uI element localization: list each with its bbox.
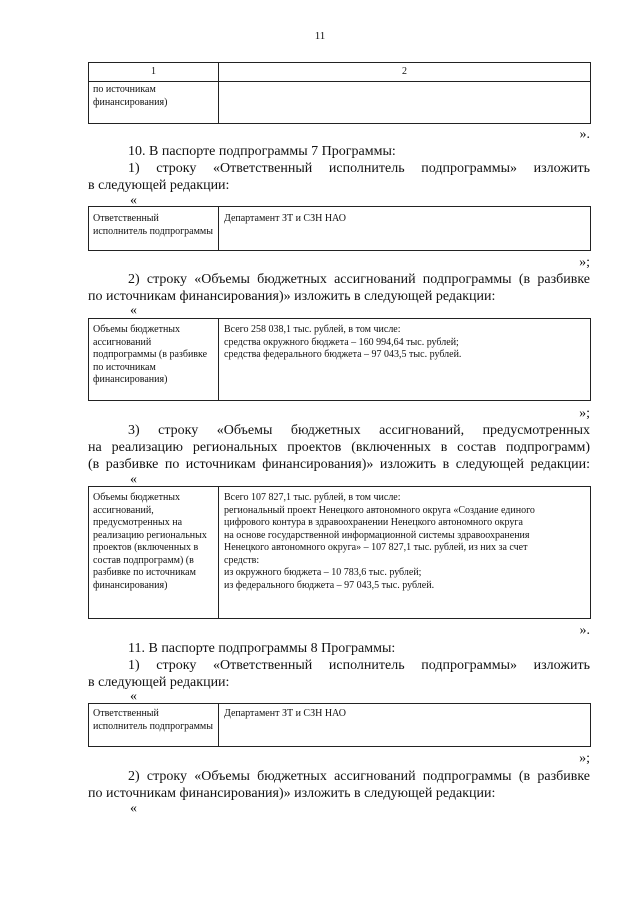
section10-item3-line3: (в разбивке по источникам финансирования)» изложить в следующей редакции: xyxy=(88,457,590,472)
section10-item1-table xyxy=(88,206,591,251)
section10-item2-line1: 2) строку «Объемы бюджетных ассигнований подпрограммы (в разбивке xyxy=(128,272,590,287)
section10-item3-line1: 3) строку «Объемы бюджетных ассигнований, предусмотренных xyxy=(128,423,590,438)
section11-item1-open-quote: « xyxy=(130,689,137,704)
section10-item2-value-line: Всего 258 038,1 тыс. рублей, в том числе: xyxy=(224,324,401,335)
section10-item2-line2: по источникам финансирования)» изложить в следующей редакции: xyxy=(88,289,496,304)
section11-item1-close: »; xyxy=(579,751,590,766)
section10-item1-value: Департамент ЗТ и СЗН НАО xyxy=(224,213,346,224)
section10-item1-line1: 1) строку «Ответственный исполнитель подпрограммы» изложить xyxy=(128,161,590,176)
section11-item2-open-quote: « xyxy=(130,801,137,816)
top-table-closing: ». xyxy=(579,127,590,142)
top-table-header-1: 1 xyxy=(89,63,218,82)
section10-item3-value-line: средств: xyxy=(224,554,260,566)
section10-item1-close: »; xyxy=(579,255,590,270)
section10-item3-open-quote: « xyxy=(130,472,137,487)
top-table-col1 xyxy=(89,63,219,123)
page-number: 11 xyxy=(314,30,326,42)
section10-item1-open-quote: « xyxy=(130,193,137,208)
section10-item2-value-line: средства окружного бюджета – 160 994,64 тыс. рублей; xyxy=(224,336,459,348)
section10-item3-label: Объемы бюджетных ассигнований, предусмотренных на реализацию региональных проектов (включенных в состав подпрограмм) (в разбивке по источникам финансирования) xyxy=(89,487,219,618)
section11-item2-line2: по источникам финансирования)» изложить в следующей редакции: xyxy=(88,786,496,801)
section10-item2-open-quote: « xyxy=(130,303,137,318)
top-table-col2 xyxy=(219,63,590,123)
section11-item1-line1: 1) строку «Ответственный исполнитель подпрограммы» изложить xyxy=(128,658,590,673)
section10-item3-line2: на реализацию региональных проектов (включенных в состав подпрограмм) xyxy=(88,440,590,455)
section10-item3-close: ». xyxy=(579,623,590,638)
section10-item3-value-line: из федерального бюджета – 97 043,5 тыс. рублей. xyxy=(224,579,435,591)
section10-item3-value-line: из окружного бюджета – 10 783,6 тыс. рублей; xyxy=(224,567,422,578)
section11-item2-line1: 2) строку «Объемы бюджетных ассигнований подпрограммы (в разбивке xyxy=(128,769,590,784)
section10-item3-value-line: Ненецкого автономного округа» – 107 827,1 тыс. рублей, из них за счет xyxy=(224,542,528,553)
section10-heading: 10. В паспорте подпрограммы 7 Программы: xyxy=(128,144,396,159)
section11-heading: 11. В паспорте подпрограммы 8 Программы: xyxy=(128,641,396,656)
section10-item3-value xyxy=(219,487,590,618)
top-table-row-label: по источникам финансирования) xyxy=(93,84,168,108)
section10-item3-table xyxy=(88,486,591,619)
section11-item1-label: Ответственный исполнитель подпрограммы xyxy=(89,704,219,746)
section10-item3-value-line: региональный проект Ненецкого автономного округа «Создание единого xyxy=(224,504,535,516)
top-table-header-2: 2 xyxy=(219,63,590,82)
section10-item2-value xyxy=(219,319,590,400)
top-table xyxy=(88,62,591,124)
section10-item3-value-line: цифрового контура в здравоохранении Ненецкого автономного округа xyxy=(224,517,523,528)
top-table-row-value xyxy=(219,82,590,86)
section10-item2-label: Объемы бюджетных ассигнований подпрограммы (в разбивке по источникам финансирования) xyxy=(89,319,219,400)
section10-item1-label: Ответственный исполнитель подпрограммы xyxy=(89,207,219,250)
section10-item1-line2: в следующей редакции: xyxy=(88,178,230,193)
section10-item2-table xyxy=(88,318,591,401)
section10-item2-value-line: средства федерального бюджета – 97 043,5 тыс. рублей. xyxy=(224,349,462,360)
section10-item2-close: »; xyxy=(579,406,590,421)
section11-item1-line2: в следующей редакции: xyxy=(88,675,230,690)
section11-item1-value: Департамент ЗТ и СЗН НАО xyxy=(224,708,346,719)
section10-item3-value-line: на основе государственной информационной системы здравоохранения xyxy=(224,529,530,541)
section10-item3-value-line: Всего 107 827,1 тыс. рублей, в том числе: xyxy=(224,492,401,503)
section11-item1-table xyxy=(88,703,591,747)
